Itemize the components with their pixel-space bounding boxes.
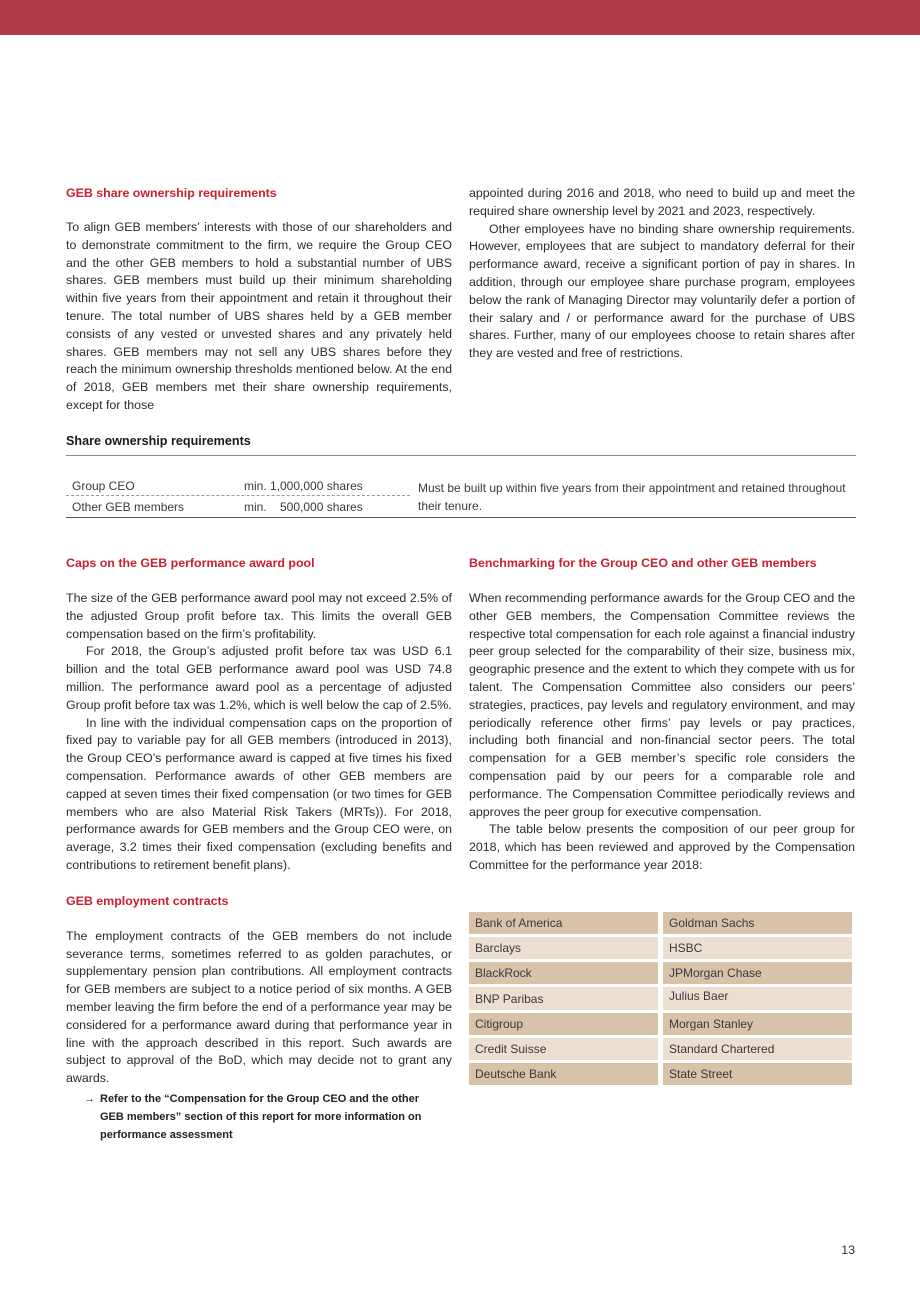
section-heading: GEB share ownership requirements xyxy=(66,186,277,200)
page-number: 13 xyxy=(841,1243,855,1257)
section-share-ownership-cont xyxy=(469,185,855,363)
paragraph: When recommending performance awards for the Group CEO and the other GEB members, the Compensation Committee reviews the respective total compensation for each role against a financial industry peer group selected for the comparability of their size, business mix, geographic presence and the extent to which they compete with us for talent. The Compensation Committee also considers our peers’ strategies, practices, pay levels and regulatory environment, and may periodically reference other firms’ pay levels or pay practices, including both financial and non-financial sector peers. The total compensation for a GEB member’s specific role considers the compensation paid by our peers for a comparable role and performance. The Compensation Committee periodically reviews and approves the peer group for executive compensation. xyxy=(469,591,855,819)
section-heading: Benchmarking for the Group CEO and other GEB members xyxy=(469,556,817,570)
peer-cell: Barclays xyxy=(469,937,658,959)
paragraph: Other employees have no binding share ownership requirements. However, employees that are subject to mandatory deferral for their performance award, receive a significant portion of pay in shares. In addition, through our employee share purchase program, employees below the rank of Managing Director may voluntarily defer a portion of their salary and / or performance award for the purchase of UBS shares. Further, many of our employees choose to retain shares after they are vested and free of restrictions. xyxy=(469,221,855,361)
peer-cell: Deutsche Bank xyxy=(469,1063,658,1085)
section-caps xyxy=(66,555,452,1144)
paragraph: To align GEB members’ interests with those of our shareholders and to demonstrate commitment to the firm, we require the Group CEO and the other GEB members to hold a substantial number of UBS shares. GEB members must build up their minimum shareholding within five years from their appointment and retain it throughout their tenure. The total number of UBS shares held by a GEB member consists of any vested or unvested shares and any privately held shares. GEB members may not sell any UBS shares before they reach the minimum ownership thresholds mentioned below. At the end of 2018, GEB members met their share ownership requirements, except for those xyxy=(66,220,452,412)
section-heading: GEB employment contracts xyxy=(66,893,229,908)
paragraph: In line with the individual compensation caps on the proportion of fixed pay to variable pay for all GEB members (introduced in 2013), the Group CEO’s performance award is capped at five times his fixed compensation. Performance awards of other GEB members are capped at seven times their fixed compensation (or two times for GEB members who are also Material Risk Takers (MRTs)). For 2018, performance awards for GEB members and the Group CEO were, on average, 3.2 times their fixed compensation (excluding benefits and contributions to retirement benefit plans). xyxy=(66,715,452,872)
table-cell-role: Group CEO xyxy=(72,479,135,493)
peer-cell: HSBC xyxy=(663,937,852,959)
peer-cell: Morgan Stanley xyxy=(663,1013,852,1035)
peer-cell: Bank of America xyxy=(469,912,658,934)
paragraph: The size of the GEB performance award pool may not exceed 2.5% of the adjusted Group profit before tax. This limits the overall GEB compensation based on the firm’s profitability. xyxy=(66,591,452,641)
peer-cell: JPMorgan Chase xyxy=(663,962,852,984)
paragraph: appointed during 2016 and 2018, who need to build up and meet the required share ownership level by 2021 and 2023, respectively. xyxy=(469,186,855,218)
divider xyxy=(66,455,856,456)
peer-cell: BlackRock xyxy=(469,962,658,984)
divider xyxy=(66,517,856,518)
reference-text: Refer to the “Compensation for the Group CEO and the other GEB members” section of this report for more information on performance assessment xyxy=(100,1092,422,1141)
section-benchmarking xyxy=(469,555,855,875)
peer-cell: Standard Chartered xyxy=(663,1038,852,1060)
header-band xyxy=(0,0,920,35)
table-cell-min: min. 1,000,000 shares xyxy=(244,479,363,493)
arrow-right-icon: → xyxy=(84,1092,95,1105)
table-title: Share ownership requirements xyxy=(66,434,251,448)
section-heading: Caps on the GEB performance award pool xyxy=(66,556,315,570)
section-share-ownership xyxy=(66,185,452,415)
peer-cell: State Street xyxy=(663,1063,852,1085)
reference-note xyxy=(66,1090,452,1144)
divider xyxy=(66,495,410,496)
table-cell-note: Must be built up within five years from their appointment and retained throughout their tenure. xyxy=(418,481,846,513)
table-cell-min: min. 500,000 shares xyxy=(244,500,363,514)
table-cell-role: Other GEB members xyxy=(72,500,185,514)
paragraph: The employment contracts of the GEB members do not include severance terms, sometimes referred to as golden parachutes, or supplementary pension plan contributions. All employment contracts for GEB members are subject to a notice period of six months. A GEB member leaving the firm before the end of a performance year may be considered for a performance award during that performance year in line with the approach described in this report. Such awards are subject to approval of the BoD, which may decide not to grant any awards. xyxy=(66,928,452,1086)
peer-cell: Citigroup xyxy=(469,1013,658,1035)
paragraph: For 2018, the Group’s adjusted profit before tax was USD 6.1 billion and the total GEB performance award pool was USD 74.8 million. The performance award pool as a percentage of adjusted Group profit before tax was 1.2%, which is well below the cap of 2.5%. xyxy=(66,644,452,712)
paragraph: The table below presents the composition of our peer group for 2018, which has been reviewed and approved by the Compensation Committee for the performance year 2018: xyxy=(469,822,855,872)
peer-cell: Julius Baer xyxy=(663,987,852,1010)
peer-cell: Goldman Sachs xyxy=(663,912,852,934)
peer-cell: Credit Suisse xyxy=(469,1038,658,1060)
peer-cell: BNP Paribas xyxy=(469,987,658,1010)
